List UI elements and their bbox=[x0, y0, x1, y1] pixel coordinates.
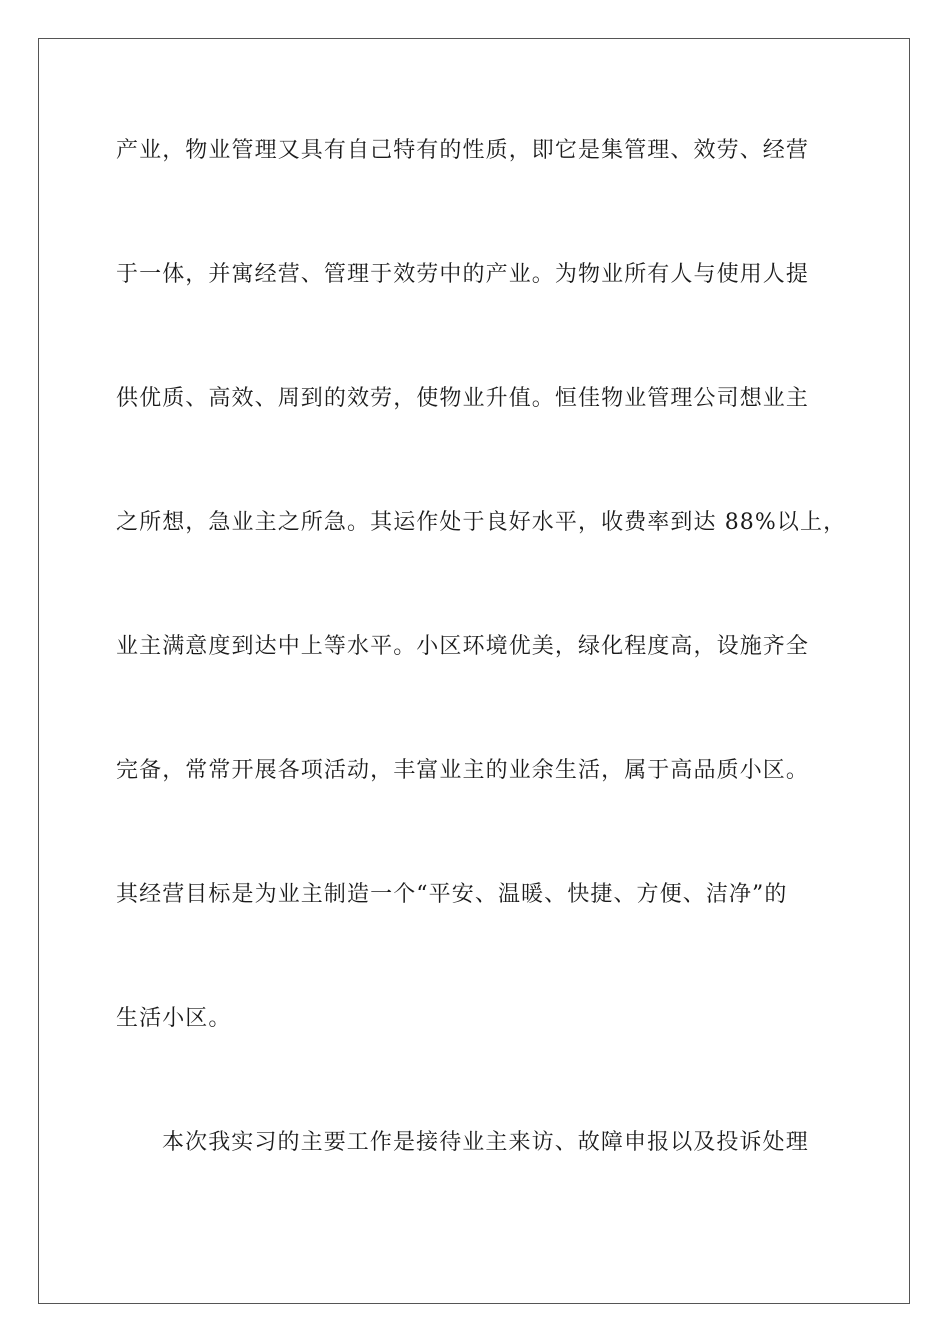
text-line-5: 业主满意度到达中上等水平。小区环境优美，绿化程度高，设施齐全 bbox=[116, 634, 810, 659]
text-line-6: 完备，常常开展各项活动，丰富业主的业余生活，属于高品质小区。 bbox=[116, 758, 810, 783]
text-line-2: 于一体，并寓经营、管理于效劳中的产业。为物业所有人与使用人提 bbox=[116, 262, 810, 287]
text-line-7: 其经营目标是为业主制造一个“平安、温暖、快捷、方便、洁净”的 bbox=[116, 882, 788, 907]
text-line-4: 之所想，急业主之所急。其运作处于良好水平，收费率到达 88%以上， bbox=[116, 510, 847, 535]
text-line-8: 生活小区。 bbox=[116, 1006, 232, 1031]
text-line-3: 供优质、高效、周到的效劳，使物业升值。恒佳物业管理公司想业主 bbox=[116, 386, 810, 411]
text-line-9: 本次我实习的主要工作是接待业主来访、故障申报以及投诉处理 bbox=[162, 1130, 809, 1155]
text-line-1: 产业，物业管理又具有自己特有的性质，即它是集管理、效劳、经营 bbox=[116, 138, 810, 163]
page-border bbox=[38, 38, 910, 1304]
